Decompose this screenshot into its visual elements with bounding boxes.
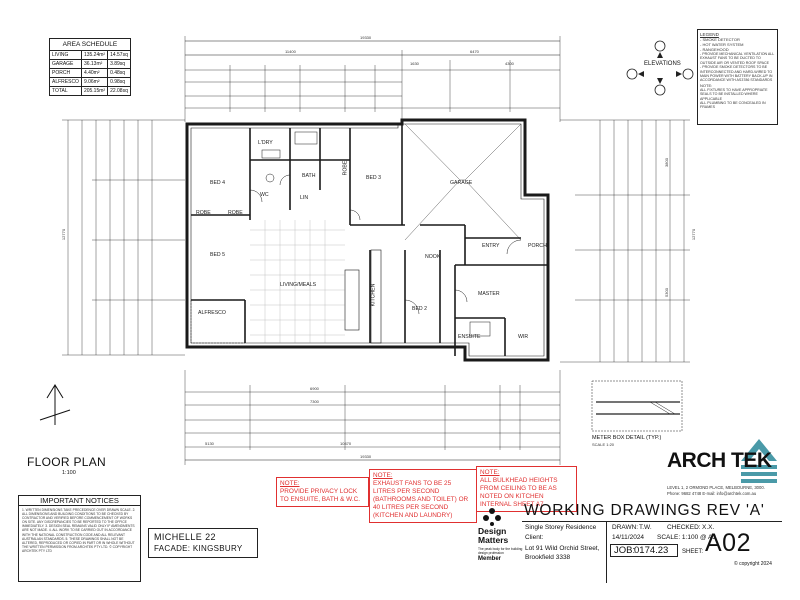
room-label-bed2: BED 2: [412, 306, 427, 312]
house-name-box: [148, 528, 258, 558]
dim-bottom-3: 10470: [340, 441, 352, 446]
meter-box-title: METER BOX DETAIL (TYP.): [592, 435, 662, 441]
legend-item: - RANGEHOOD: [700, 47, 729, 52]
dim-bottom-1: 6900: [310, 386, 319, 391]
dim-bottom-2: 7300: [310, 399, 319, 404]
room-label-bed5: BED 5: [210, 252, 225, 258]
room-label-ensuite: ENSUITE: [458, 334, 481, 340]
legend-item: NOTE:: [700, 82, 713, 88]
dim-right-overall: 12770: [691, 228, 697, 241]
dim-top-left: 11400: [285, 49, 296, 54]
room-label-garage: GARAGE: [450, 180, 473, 186]
client-label: Client:: [525, 534, 544, 541]
legend-title: LEGEND: [700, 32, 719, 37]
archtek-logo: [667, 437, 782, 497]
table-row: GARAGE 36.13m² 3.89sq: [50, 60, 131, 69]
checked-value: X.X.: [702, 524, 715, 531]
meter-box-detail-drawing: [592, 381, 682, 431]
room-label-bath: BATH: [302, 173, 316, 179]
room-label-laundry: L'DRY: [258, 140, 273, 146]
elevations-label: ELEVATIONS: [644, 61, 681, 67]
legend-item: ALL FIXTURES TO HAVE APPROPRIATE SEALS TO BE INSTALLED WHERE APPLICABLE: [700, 87, 768, 101]
room-label-wir: WIR: [518, 334, 529, 340]
job-number-box: [610, 544, 678, 557]
important-notices-title: IMPORTANT NOTICES: [19, 496, 140, 506]
room-label-bed3: BED 3: [366, 175, 381, 181]
design-matters-icon: [482, 506, 502, 526]
sheet-number: A02: [705, 529, 751, 557]
job-number: 0174.23: [634, 545, 669, 556]
table-row: PORCH 4.40m² 0.48sq: [50, 69, 131, 78]
room-label-bed4: BED 4: [210, 180, 225, 186]
legend-item: - HOT WATER SYSTEM: [700, 42, 744, 47]
title-block: [522, 502, 784, 583]
important-notices-text: 1. WRITTEN DIMENSIONS TAKE PRECEDENCE OVER DRAWN SCALE. 2. ALL DIMENSIONS AND BUILDING CONDITIONS TO BE CHECKED BY CONTRACTOR AND VERIFIED BEFORE COMMENCEMENT OF WORKS ON SITE. ANY DISCREPANCIES TO BE REPORTED TO THE OFFICE IMMEDIATELY. 3. DESIGN SEAL REMAINS VALID ONLY IF AMENDMENTS ARE NOT MADE. 4. ALL WORK TO BE CARRIED OUT IN ACCORDANCE WITH THE NATIONAL CONSTRUCTION CODE AND ALL RELEVANT AUSTRALIAN STANDARDS. 5. THESE DRAWINGS SHALL NOT BE ALTERED, REPRODUCED OR COPIED IN PART OR IN WHOLE WITHOUT THE WRITTEN PERMISSION FROM ARCHTEK PTY LTD. © COPYRIGHT ARCHTEK PTY LTD: [22, 508, 136, 553]
room-label-nook: NOOK: [425, 254, 441, 260]
dim-overall-top: 19330: [360, 35, 372, 40]
dim-right-a: 3800: [663, 158, 669, 167]
design-matters-logo: [478, 506, 522, 570]
floor-plan-title: FLOOR PLAN: [27, 455, 107, 469]
legend-item: - PROVIDE SMOKE DETECTORS TO BE INTERCONNECTED AND HARD-WIRED TO MAIN POWER WITH BATTERY BACK-UP IN ACCORDANCE WITH AS3786 STANDARDS: [700, 65, 773, 83]
room-label-robe: ROBE: [196, 210, 211, 216]
copyright: © copyright 2024: [734, 561, 772, 567]
drawing-date: 14/11/2024: [612, 534, 645, 541]
dim-bottom-overall: 19330: [360, 454, 372, 459]
area-schedule-title: AREA SCHEDULE: [50, 39, 131, 51]
room-label-porch: PORCH: [528, 243, 547, 249]
dim-top-right: 6470: [470, 49, 479, 54]
archtek-name: ARCH TEK: [667, 449, 772, 472]
table-row: LIVING 135.24m² 14.57sq: [50, 51, 131, 60]
legend-item: - SMOKE DETECTOR: [700, 37, 740, 42]
room-label-entry: ENTRY: [482, 243, 500, 249]
dim-bottom-4: 5130: [205, 441, 214, 446]
design-matters-name: Design Matters: [478, 526, 509, 545]
title-block-heading: WORKING DRAWINGS REV 'A': [524, 502, 765, 519]
legend-item: - PROVIDE MECHANICAL VENTILATION ALL EXHAUST FANS TO BE DUCTED TO OUTSIDE AIR OR VENTED ROOF SPACE: [700, 52, 775, 65]
room-label-robe: ROBE: [342, 160, 349, 176]
important-notices-box: [18, 495, 141, 582]
note-privacy-lock: NOTE: PROVIDE PRIVACY LOCK TO ENSUITE, BATH & W.C.: [276, 477, 369, 507]
job-label: JOB:: [614, 545, 636, 556]
design-matters-member: Member: [478, 556, 502, 562]
checked-label: CHECKED:: [667, 524, 701, 531]
room-label-robe: ROBE: [228, 210, 243, 216]
drawn-value: T.W.: [639, 524, 652, 531]
archtek-address: LEVEL 1, 2 ORMOND PLACE, MELBOURNE, 3000.: [667, 485, 765, 490]
room-label-wc: WC: [260, 192, 269, 198]
room-label-living: LIVING/MEALS: [280, 282, 317, 288]
floor-plan-scale: 1:100: [62, 470, 76, 476]
project-type: Single Storey Residence: [525, 524, 597, 531]
room-label-master: MASTER: [478, 291, 500, 297]
dim-left-overall: 12770: [61, 228, 67, 241]
room-label-linen: LIN: [300, 195, 309, 201]
archtek-contact: Phone: 9682 4748 E-mail: info@archtek.com.au: [667, 491, 757, 496]
legend-item: ALL PLUMBING TO BE CONCEALED IN FRAMES: [700, 101, 766, 110]
sheet-label: SHEET:: [682, 549, 704, 555]
house-name: MICHELLE 22: [154, 532, 216, 542]
room-label-kitchen: KITCHEN: [370, 283, 377, 307]
table-row: ALFRESCO 9.06m² 0.98sq: [50, 78, 131, 87]
dim-top-small: 1630: [410, 61, 419, 66]
note-bulkhead: NOTE: ALL BULKHEAD HEIGHTS FROM CEILING TO BE AS NOTED ON KITCHEN INTERNAL SHEET A7: [476, 466, 577, 512]
site-address: Lot 91 Wild Orchid Street, Brookfield 3338: [525, 545, 600, 561]
north-arrow-icon: [40, 385, 70, 425]
room-label-alfresco: ALFRESCO: [198, 310, 226, 316]
drawn-label: DRAWN:: [612, 524, 639, 531]
table-row: TOTAL 205.15m² 22.08sq: [50, 87, 131, 96]
dim-right-b: 5300: [663, 288, 669, 297]
design-matters-tagline: The peak body for the building design profession: [478, 547, 523, 555]
drawing-scale: SCALE: 1:100 @ A3: [657, 534, 716, 541]
meter-box-scale: SCALE 1:20: [592, 442, 615, 447]
note-exhaust-fans: NOTE: EXHAUST FANS TO BE 25 LITRES PER SECOND (BATHROOMS AND TOILET) OR 40 LITRES PER SECOND (KITCHEN AND LAUNDRY): [369, 469, 477, 523]
facade-name: FACADE: KINGSBURY: [154, 544, 243, 553]
dim-top-right2: 4300: [505, 61, 514, 66]
